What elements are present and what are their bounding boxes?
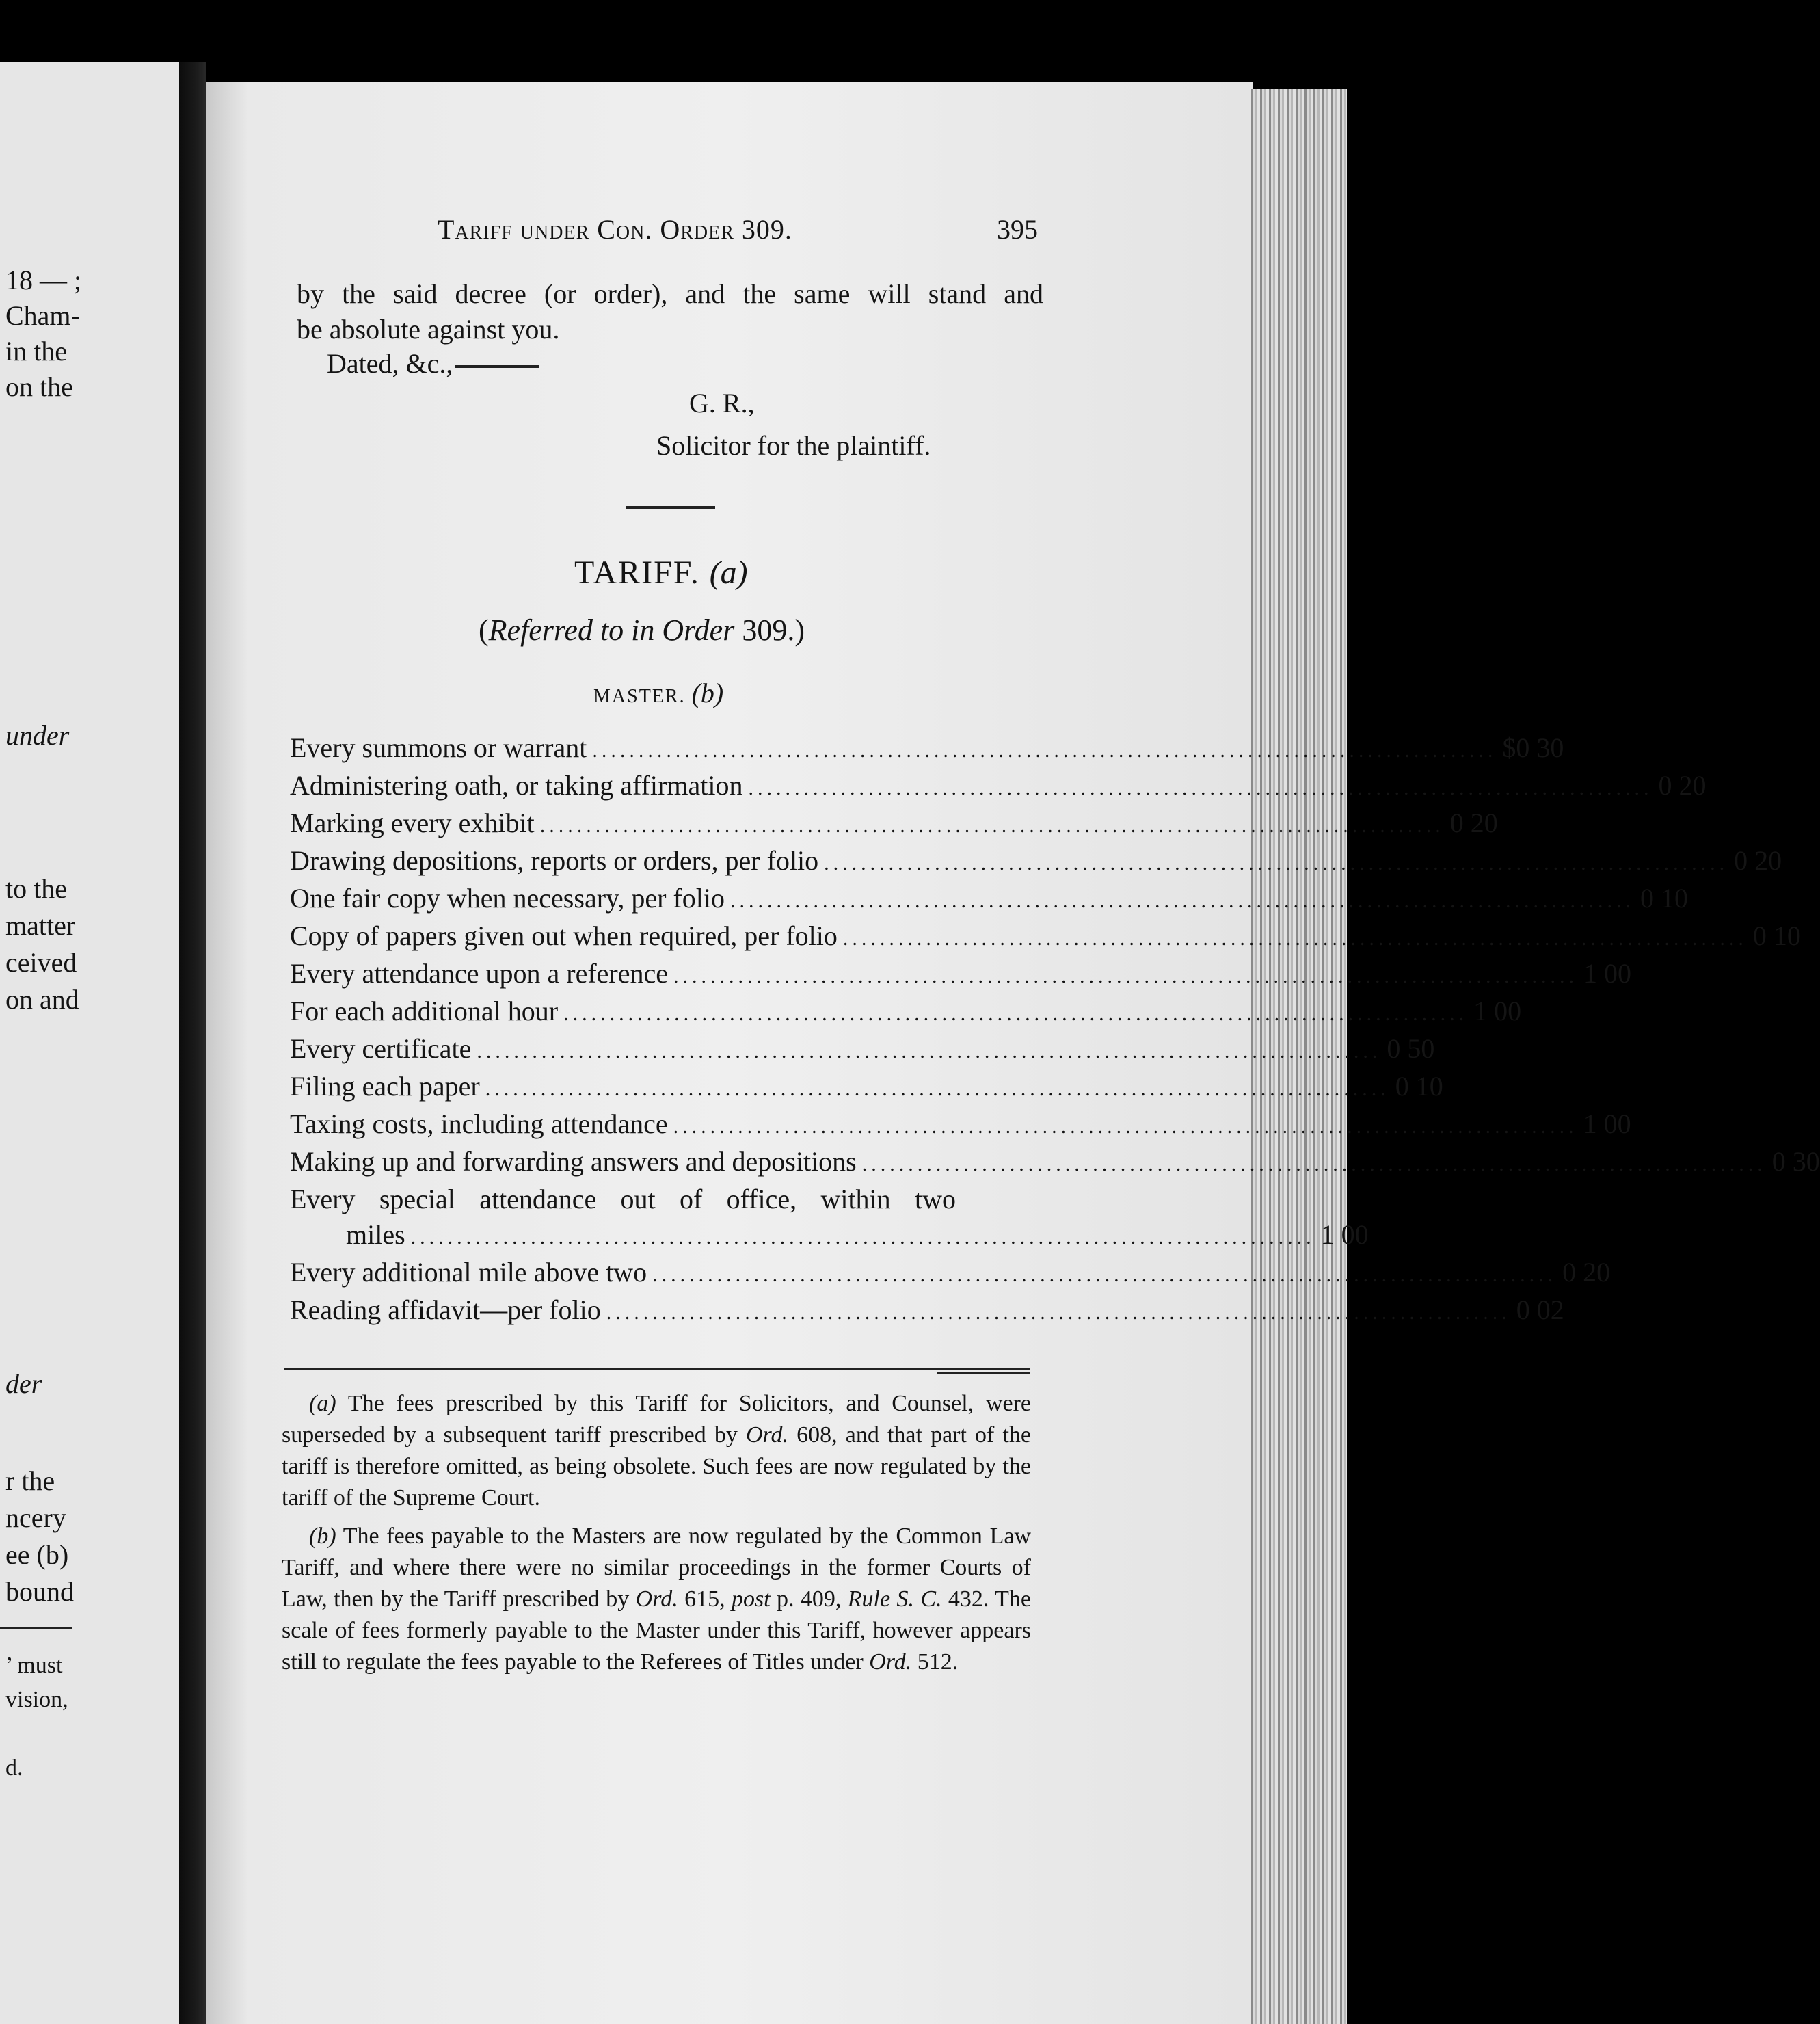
dot-leader: ..................................................................................................: [592, 739, 1497, 762]
fee-row: [290, 1145, 1820, 1183]
fee-row: [290, 1294, 1564, 1331]
fee-amount: 0 20: [1734, 845, 1782, 876]
dated-label: Dated, &c.,: [327, 348, 453, 379]
left-text-fragment: der: [5, 1368, 42, 1399]
dot-leader: ..................................................................................................: [652, 1264, 1557, 1286]
fee-row: [290, 807, 1498, 844]
fee-amount: 0 10: [1752, 920, 1801, 951]
section-divider: [626, 506, 715, 509]
fee-row: [290, 1219, 1369, 1256]
tariff-title: [574, 554, 748, 591]
footnote-text: The fees prescribed by this Tariff for Solicitors, and Counsel, were superseded by a subsequent tariff prescribed by: [282, 1391, 1032, 1448]
fee-amount: 0 20: [1562, 1257, 1611, 1288]
fee-label: Every attendance upon a reference: [290, 958, 668, 989]
footnote-ref: Ord.: [869, 1649, 912, 1675]
dot-leader: ..................................................................................................: [861, 1153, 1767, 1175]
fee-amount: 0 50: [1387, 1033, 1435, 1064]
tariff-title-note: (a): [709, 555, 748, 591]
left-footnote-rule: [0, 1627, 72, 1629]
fee-amount: 0 10: [1640, 883, 1689, 914]
footnote-ref: Rule S. C.: [847, 1586, 942, 1612]
fee-label: Making up and forwarding answers and depositions: [290, 1146, 857, 1177]
tariff-subtitle: [479, 613, 805, 648]
footnote-text: 615,: [684, 1586, 725, 1612]
dot-leader: ..................................................................................................: [730, 890, 1635, 912]
footnote-rule: [284, 1368, 1030, 1370]
dot-leader: ..................................................................................................: [748, 777, 1653, 799]
signature-role: Solicitor for the plaintiff.: [656, 430, 931, 461]
date-blank: [455, 365, 539, 368]
paren-open: (: [479, 613, 489, 647]
paren-close: ): [794, 613, 805, 647]
fee-row: [290, 732, 1564, 769]
fee-label: Reading affidavit—per folio: [290, 1294, 601, 1325]
fee-amount: 1 00: [1473, 996, 1522, 1026]
signature-initials: G. R.,: [689, 388, 755, 418]
footnote-rule-short: [937, 1372, 1030, 1374]
left-text-fragment: ncery: [5, 1502, 66, 1533]
fee-amount: 0 10: [1395, 1071, 1443, 1102]
left-text-fragment: on and: [5, 984, 79, 1015]
fee-row: [290, 844, 1782, 882]
fee-row: [290, 957, 1631, 995]
footnote-marker: (b): [309, 1523, 336, 1549]
footnote-text: 608, and that part of the tariff is therefore omitted, as being obsolete. Such fees are now regulated by the tariff of the Supreme Court.: [282, 1422, 1032, 1510]
fee-row: [290, 995, 1522, 1033]
fee-row: [290, 1183, 1049, 1219]
fee-label: Copy of papers given out when required, per folio: [290, 920, 838, 951]
footnote-ref: Ord.: [746, 1422, 789, 1448]
fee-row: [290, 769, 1707, 807]
dot-leader: ..................................................................................................: [477, 1040, 1382, 1063]
fee-label: miles: [346, 1219, 405, 1250]
left-text-fragment: vision,: [5, 1687, 68, 1712]
dot-leader: ..................................................................................................: [606, 1301, 1511, 1324]
section-heading-text: MASTER.: [593, 686, 686, 707]
fee-row: [290, 1108, 1631, 1145]
dot-leader: ..................................................................................................: [539, 814, 1445, 837]
fee-table: [290, 732, 1820, 1331]
footnote-text: p. 409,: [777, 1586, 842, 1612]
running-header: Tariff under Con. Order 309.: [438, 214, 792, 245]
form-text: by the said decree (or order), and the same will stand and: [297, 278, 1043, 309]
referred-italic: Referred to in Order: [488, 613, 735, 647]
left-text-fragment: to the: [5, 873, 67, 904]
fee-amount: 1 00: [1320, 1219, 1369, 1250]
dot-leader: ..................................................................................................: [410, 1226, 1315, 1249]
fee-amount: 1 00: [1583, 1108, 1631, 1139]
form-line-2: be absolute against you.: [297, 314, 560, 345]
fee-label: One fair copy when necessary, per folio: [290, 883, 725, 914]
fee-row: [290, 882, 1689, 920]
dot-leader: ..................................................................................................: [824, 852, 1729, 875]
footnote-text: 512.: [917, 1649, 959, 1675]
left-text-fragment: Cham-: [5, 300, 80, 331]
fee-amount: $0 30: [1502, 732, 1564, 763]
dot-leader: ..................................................................................................: [563, 1002, 1469, 1025]
left-text-fragment: matter: [5, 910, 76, 941]
fee-label: Drawing depositions, reports or orders, per folio: [290, 845, 819, 876]
fee-label: Every summons or warrant: [290, 732, 587, 763]
fee-row: [290, 1256, 1611, 1294]
left-text-fragment: d.: [5, 1755, 23, 1781]
page-number: 395: [997, 214, 1038, 245]
footnote-b: [282, 1521, 1031, 1678]
left-text-fragment: bound: [5, 1576, 74, 1607]
fee-label: Marking every exhibit: [290, 808, 535, 838]
fee-row: [290, 1033, 1435, 1070]
fee-amount: 0 20: [1658, 770, 1707, 801]
footnote-a: [282, 1388, 1031, 1514]
footnotes: [282, 1388, 1031, 1678]
left-text-fragment: under: [5, 720, 70, 751]
dot-leader: ..................................................................................................: [673, 1115, 1578, 1138]
left-text-fragment: r the: [5, 1465, 55, 1496]
footnote-text: The fees payable to the Masters are now regulated by the Common Law Tariff, and where there were no similar proceedings in the former Courts of Law, then by the Tariff prescribed by: [282, 1523, 1031, 1612]
tariff-title-text: TARIFF.: [574, 555, 700, 591]
dated-line: [327, 346, 539, 382]
fee-row: [290, 1070, 1443, 1108]
footnote-text: 432. The scale of fees formerly payable to the Master under this Tariff, however appears still to regulate the fees payable to the Referees of Titles under: [282, 1586, 1031, 1675]
referred-number: 309.: [742, 613, 795, 647]
form-line-1: [297, 276, 1043, 312]
footnote-ref: Ord.: [635, 1586, 678, 1612]
fee-label: Administering oath, or taking affirmation: [290, 770, 743, 801]
fee-amount: 0 30: [1771, 1146, 1820, 1177]
left-text-fragment: 18 — ;: [5, 265, 82, 295]
left-page-fragment: [0, 62, 179, 2024]
footnote-marker: (a): [309, 1391, 336, 1416]
dot-leader: ..................................................................................................: [485, 1078, 1390, 1100]
fee-label: For each additional hour: [290, 996, 559, 1026]
fee-label: Every additional mile above two: [290, 1257, 647, 1288]
fee-label: Taxing costs, including attendance: [290, 1108, 668, 1139]
section-heading: [593, 677, 723, 709]
left-text-fragment: ee (b): [5, 1539, 69, 1570]
fee-amount: 0 02: [1516, 1294, 1564, 1325]
left-text-fragment: ’ must: [5, 1653, 63, 1678]
footnote-ref: post: [731, 1586, 771, 1612]
fee-label: Filing each paper: [290, 1071, 480, 1102]
section-heading-note: (b): [691, 678, 724, 708]
book-gutter: [179, 62, 206, 2024]
fee-row: [290, 920, 1801, 957]
left-text-fragment: ceived: [5, 947, 77, 978]
fee-amount: 1 00: [1583, 958, 1631, 989]
dot-leader: ..................................................................................................: [673, 965, 1578, 987]
fee-label: Every special attendance out of office, within two: [290, 1184, 956, 1214]
left-text-fragment: on the: [5, 371, 73, 402]
left-text-fragment: in the: [5, 336, 67, 367]
dot-leader: ..................................................................................................: [842, 927, 1748, 950]
fee-label: Every certificate: [290, 1033, 472, 1064]
fee-amount: 0 20: [1449, 808, 1498, 838]
